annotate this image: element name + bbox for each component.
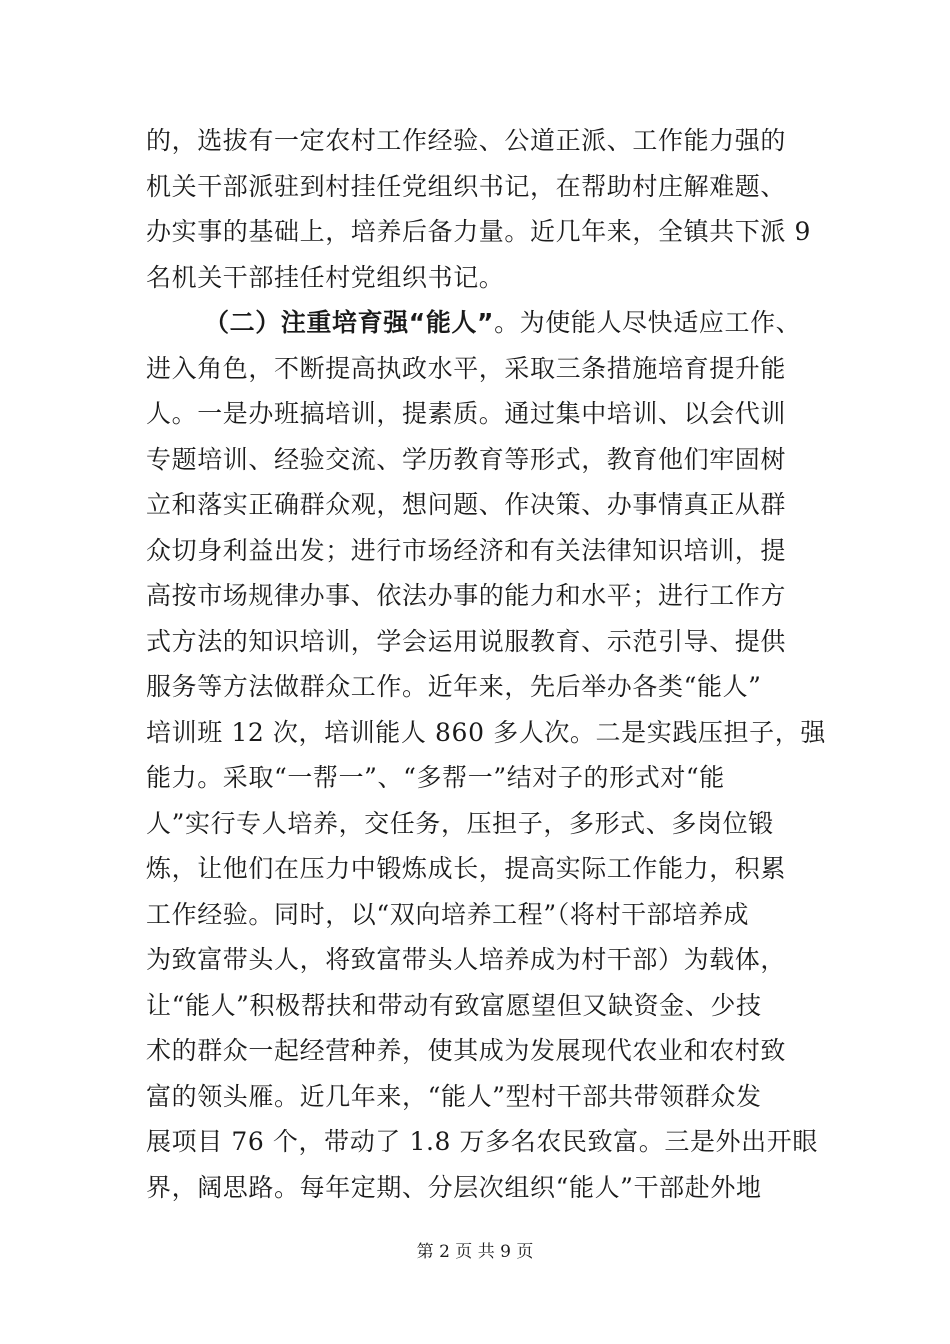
text-line-22: 富的领头雁。近几年来，“能人”型村干部共带领群众发: [146, 1081, 762, 1111]
text-line-4: 名机关干部挂任村党组织书记。: [146, 262, 505, 292]
text-line-10: 众切身利益出发；进行市场经济和有关法律知识培训，提: [146, 535, 787, 565]
text-line-17: 炼，让他们在压力中锻炼成长，提高实际工作能力，积累: [146, 854, 787, 883]
page-number-footer: 第 2 页 共 9 页: [416, 1242, 534, 1262]
text-line-9: 立和落实正确群众观，想问题、作决策、办事情真正从群: [146, 490, 787, 519]
text-line-3: 办实事的基础上，培养后备力量。近几年来，全镇共下派 9: [146, 217, 812, 246]
text-line-15: 能力。采取“一帮一”、“多帮一”结对子的形式对“能: [146, 763, 725, 792]
text-line-16: 人”实行专人培养，交任务，压担子，多形式、多岗位锻: [146, 808, 774, 838]
text-line-23: 展项目 76 个，带动了 1.8 万多名农民致富。三是外出开眼: [146, 1127, 818, 1156]
text-line-14: 培训班 12 次，培训能人 860 多人次。二是实践压担子，强: [146, 717, 826, 747]
document-body: [146, 118, 826, 1210]
text-line-6: 进入角色，不断提高执政水平，采取三条措施培育提升能: [146, 353, 787, 383]
section-heading: （二）注重培育强“能人”: [204, 308, 495, 337]
text-line-8: 专题培训、经验交流、学历教育等形式，教育他们牢固树: [146, 444, 787, 474]
text-line-24: 界，阔思路。每年定期、分层次组织“能人”干部赴外地: [146, 1172, 762, 1202]
text-line-2: 机关干部派驻到村挂任党组织书记，在帮助村庄解难题、: [146, 171, 787, 201]
text-line-19: 为致富带头人，将致富带头人培养成为村干部）为载体，: [146, 945, 787, 974]
text-line-1: 的，选拔有一定农村工作经验、公道正派、工作能力强的: [146, 126, 787, 155]
text-line-18: 工作经验。同时，以“双向培养工程”（将村干部培养成: [146, 899, 750, 929]
text-line-20: 让“能人”积极帮扶和带动有致富愿望但又缺资金、少技: [146, 990, 762, 1020]
text-line-12: 式方法的知识培训，学会运用说服教育、示范引导、提供: [146, 626, 787, 656]
text-line-11: 高按市场规律办事、依法办事的能力和水平；进行工作方: [146, 581, 787, 610]
section-heading-continuation: 。为使能人尽快适应工作、: [494, 308, 802, 337]
text-line-5: [146, 300, 816, 346]
text-line-7: 人。一是办班搞培训，提素质。通过集中培训、以会代训: [146, 399, 787, 428]
text-line-21: 术的群众一起经营种养，使其成为发展现代农业和农村致: [146, 1036, 787, 1065]
text-line-13: 服务等方法做群众工作。近年来，先后举办各类“能人”: [146, 672, 762, 701]
